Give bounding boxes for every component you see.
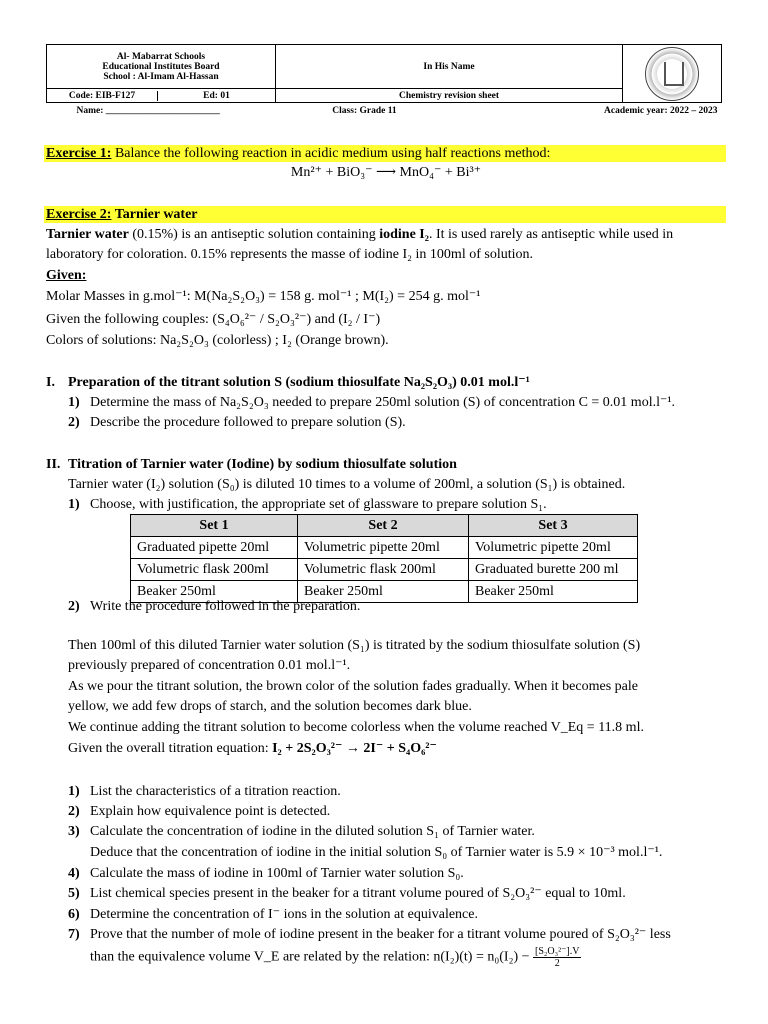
table-cell: Beaker 250ml xyxy=(298,581,469,603)
table-cell: Volumetric flask 200ml xyxy=(131,559,298,581)
part-1-q2: 2) Describe the procedure followed to prepare solution (S). xyxy=(68,415,406,430)
question-item xyxy=(68,822,748,842)
header-table xyxy=(46,44,722,119)
question-number: 6) xyxy=(68,907,80,922)
table-header: Set 3 xyxy=(469,515,638,537)
question-item xyxy=(68,782,748,802)
paragraph-line: As we pour the titrant solution, the brown color of the solution fades gradually. When it becomes pale xyxy=(68,679,638,694)
exercise-1-heading xyxy=(44,145,726,162)
part-1-heading xyxy=(46,373,726,393)
question-item xyxy=(68,905,748,925)
name-field[interactable]: Name: ________________________ xyxy=(76,105,220,116)
fraction-numerator: [S₂O₃²⁻].V xyxy=(535,946,580,957)
question-number: 1) xyxy=(68,784,80,799)
part-1-q1-text: Determine the mass of Na₂S₂O₃ needed to prepare 250ml solution (S) of concentration C = 0.01 mol.l⁻¹. xyxy=(90,395,676,410)
q7-fraction xyxy=(533,946,581,969)
titration-equation-line xyxy=(68,739,748,759)
part-2-q1-text: Choose, with justification, the appropriate set of glassware to prepare solution S₁. xyxy=(90,497,547,512)
part-2-q2: 2) Write the procedure followed in the preparation. xyxy=(68,599,361,614)
paragraph-line: We continue adding the titrant solution to become colorless when the volume reached V_Eq = 11.8 ml. xyxy=(68,720,644,735)
table-cell: Volumetric flask 200ml xyxy=(298,559,469,581)
fraction-denominator: 2 xyxy=(554,958,560,969)
exercise-1-text: Balance the following reaction in acidic medium using half reactions method: xyxy=(111,146,551,161)
question-number: 2) xyxy=(68,804,80,819)
equation-label: Given the overall titration equation: xyxy=(68,741,273,756)
intro-text: (0.15%) is an antiseptic solution containing xyxy=(128,227,380,242)
question-text: Calculate the mass of iodine in 100ml of Tarnier water solution S₀. xyxy=(90,866,464,881)
exercise-1-label: Exercise 1: xyxy=(46,146,112,161)
school-line-1: Al- Mabarrat Schools xyxy=(116,51,206,62)
code-cell xyxy=(47,89,276,103)
sheet-title: Chemistry revision sheet xyxy=(276,89,623,103)
question-number: 7) xyxy=(68,927,80,942)
question-item xyxy=(68,864,748,884)
question-text: Explain how equivalence point is detected. xyxy=(90,804,331,819)
glassware-table xyxy=(130,514,638,603)
school-logo-icon xyxy=(645,47,699,101)
intro-end: . It is used rarely as antiseptic while used in xyxy=(428,227,674,242)
academic-year: Academic year: 2022 – 2023 xyxy=(604,105,718,116)
table-cell: Graduated burette 200 ml xyxy=(469,559,638,581)
part-2-numeral: II. xyxy=(46,457,61,472)
part-1-numeral: I. xyxy=(46,375,55,390)
table-cell: Volumetric pipette 20ml xyxy=(469,537,638,559)
school-line-3: School : Al-Imam Al-Hassan xyxy=(103,71,219,82)
table-header: Set 2 xyxy=(298,515,469,537)
question-number: 3) xyxy=(68,824,80,839)
motto: In His Name xyxy=(276,45,623,89)
class-label: Class: Grade 11 xyxy=(332,105,397,116)
school-info xyxy=(47,45,276,89)
table-cell: Beaker 250ml xyxy=(131,581,298,603)
table-row xyxy=(131,559,638,581)
exercise-2-label: Exercise 2: xyxy=(46,207,112,222)
paragraph-line: Then 100ml of this diluted Tarnier water solution (S₁) is titrated by the sodium thiosulfate solution (S) xyxy=(68,638,641,653)
question-text: Calculate the concentration of iodine in the diluted solution S₁ of Tarnier water. xyxy=(90,824,535,839)
q7-cont-text: than the equivalence volume V_E are related by the relation: n(I₂)(t) = n₀(I₂) − xyxy=(90,949,534,965)
given-heading: Given: xyxy=(46,268,87,283)
intro-bold: Tarnier water xyxy=(46,227,129,242)
doc-edition: Ed: 01 xyxy=(203,90,230,101)
table-header: Set 1 xyxy=(131,515,298,537)
part-2-q1: 1) Choose, with justification, the appropriate set of glassware to prepare solution S₁. xyxy=(68,497,547,512)
question-number: 4) xyxy=(68,866,80,881)
question-item xyxy=(68,843,748,863)
question-text: Deduce that the concentration of iodine in the initial solution S₀ of Tarnier water is 5.9 × 10⁻³ mol.l⁻¹. xyxy=(90,845,663,860)
question-text: List chemical species present in the beaker for a titrant volume poured of S₂O₃²⁻ equal to 10ml. xyxy=(90,886,626,901)
intro-line-2: laboratory for coloration. 0.15% represents the masse of iodine I₂ in 100ml of solution. xyxy=(46,247,533,262)
part-2-heading xyxy=(46,455,726,475)
part-1-title: Preparation of the titrant solution S (sodium thiosulfate Na₂S₂O₃) 0.01 mol.l⁻¹ xyxy=(68,375,530,390)
question-item xyxy=(68,884,748,904)
logo-cell xyxy=(623,45,722,103)
exercise-1-equation: Mn²⁺ + BiO₃⁻ ⟶ MnO₄⁻ + Bi³⁺ xyxy=(290,165,482,180)
intro-line-1 xyxy=(46,225,726,245)
exercise-2-title: Tarnier water xyxy=(111,207,198,222)
question-number: 5) xyxy=(68,886,80,901)
table-cell: Graduated pipette 20ml xyxy=(131,537,298,559)
doc-code: Code: EIB-F127 xyxy=(47,91,158,101)
table-header-row xyxy=(131,515,638,537)
question-text: Prove that the number of mole of iodine present in the beaker for a titrant volume poured of S₂O₃²⁻ less xyxy=(90,927,671,942)
q7-continuation xyxy=(90,946,768,969)
table-row xyxy=(131,537,638,559)
couples: Given the following couples: (S₄O₆²⁻ / S₂O₃²⁻) and (I₂ / I⁻) xyxy=(46,312,381,327)
question-text: List the characteristics of a titration reaction. xyxy=(90,784,341,799)
intro-iodine: iodine I₂ xyxy=(379,227,429,242)
table-cell: Volumetric pipette 20ml xyxy=(298,537,469,559)
part-1-q2-text: Describe the procedure followed to prepare solution (S). xyxy=(90,415,406,430)
solution-colors: Colors of solutions: Na₂S₂O₃ (colorless) ; I₂ (Orange brown). xyxy=(46,333,389,348)
question-text: Determine the concentration of I⁻ ions in the solution at equivalence. xyxy=(90,907,478,922)
part-2-title: Titration of Tarnier water (Iodine) by sodium thiosulfate solution xyxy=(68,457,457,472)
part-2-q2-text: Write the procedure followed in the preparation. xyxy=(90,599,361,614)
paragraph-line: yellow, we add few drops of starch, and the solution becomes dark blue. xyxy=(68,699,472,714)
exercise-2-heading xyxy=(44,206,726,223)
question-item xyxy=(68,802,748,822)
part-1-q1: 1) Determine the mass of Na₂S₂O₃ needed to prepare 250ml solution (S) of concentration C = 0.01 mol.l⁻¹. xyxy=(68,395,676,410)
table-cell: Beaker 250ml xyxy=(469,581,638,603)
part-2-intro: Tarnier water (I₂) solution (S₀) is diluted 10 times to a volume of 200ml, a solution (S₁) is obtained. xyxy=(68,477,626,492)
question-item xyxy=(68,925,748,945)
molar-masses: Molar Masses in g.mol⁻¹: M(Na₂S₂O₃) = 158 g. mol⁻¹ ; M(I₂) = 254 g. mol⁻¹ xyxy=(46,289,481,304)
titration-equation: I₂ + 2S₂O₃²⁻ → 2I⁻ + S₄O₆²⁻ xyxy=(272,741,437,756)
paragraph-line: previously prepared of concentration 0.01 mol.l⁻¹. xyxy=(68,658,351,673)
school-line-2: Educational Institutes Board xyxy=(102,61,220,72)
